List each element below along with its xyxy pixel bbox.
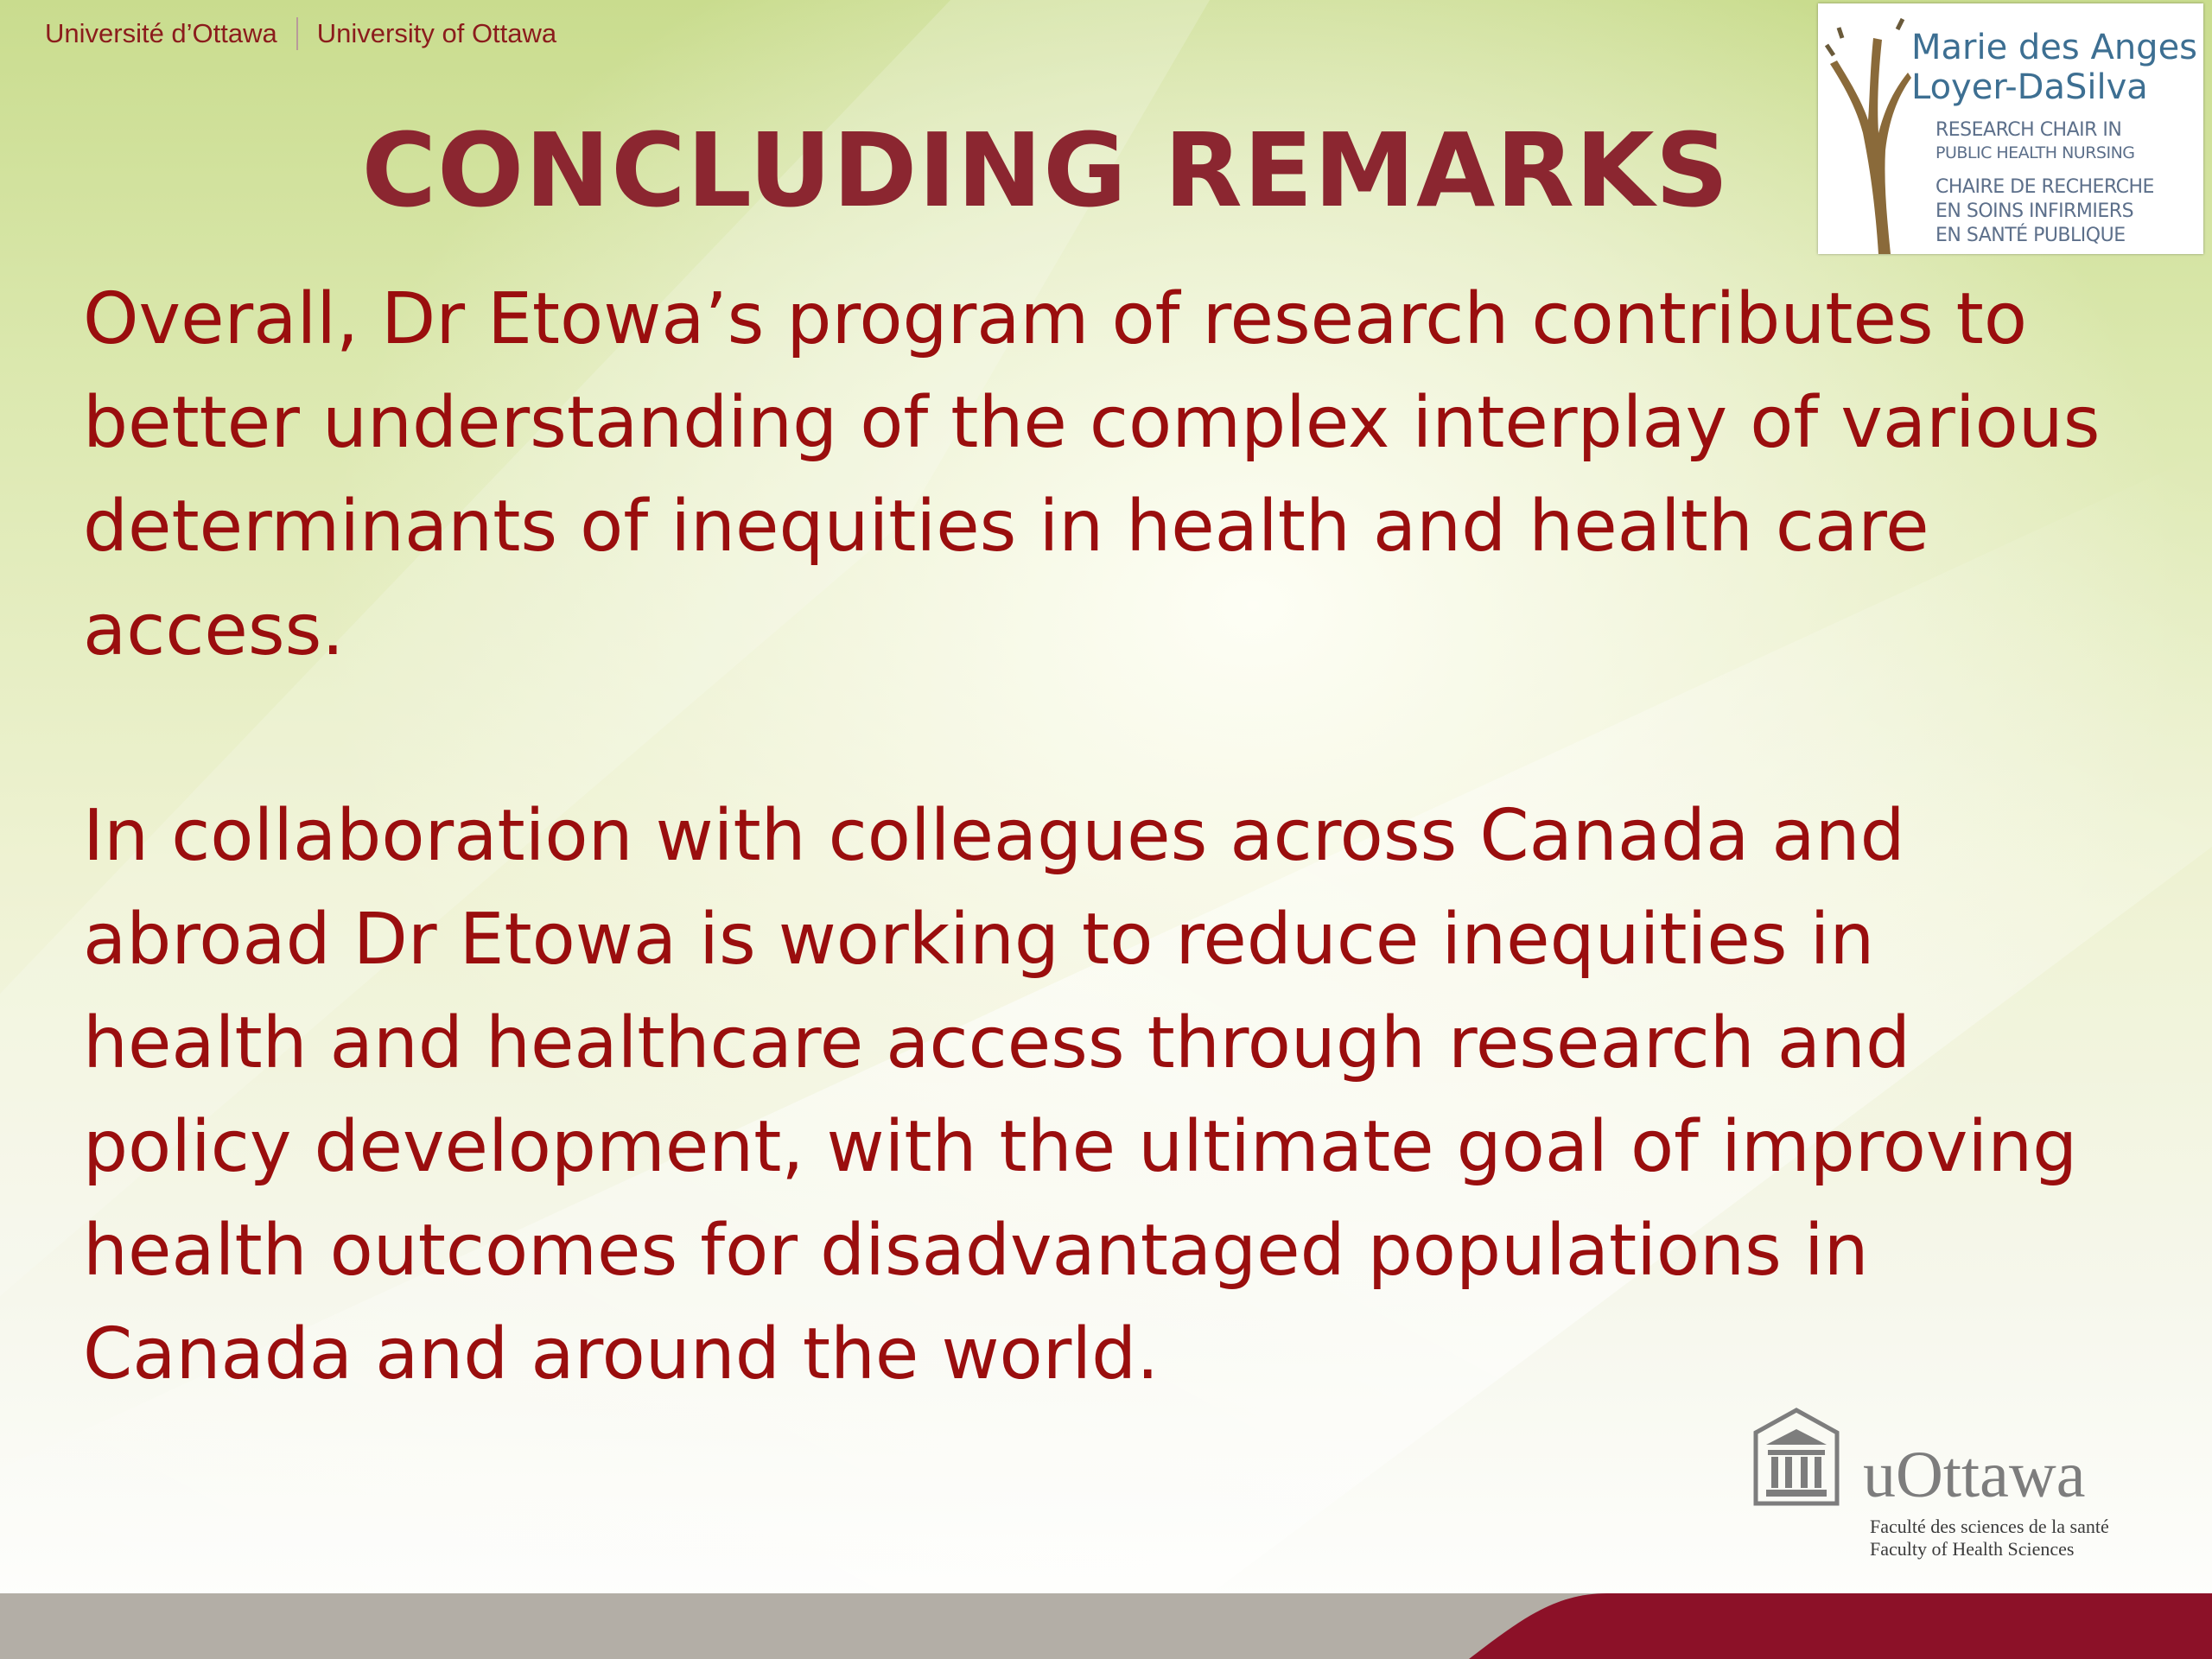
tree-icon	[1818, 3, 1913, 254]
chair-name-line1: Marie des Anges	[1911, 28, 2198, 67]
uottawa-wordmark: uOttawa	[1863, 1439, 2086, 1511]
chair-sub-line3: CHAIRE DE RECHERCHE	[1936, 176, 2154, 198]
paragraph-collaboration: In collaboration with colleagues across Canada and abroad Dr Etowa is working to reduce inequities in health and healthcare access through research and policy development, with the ultimate goal of improving health outcomes for disadvantaged populations in Canada and around the world.	[83, 795, 2078, 1395]
research-chair-logo	[1818, 3, 2203, 254]
university-name-fr: Université d’Ottawa	[45, 18, 277, 48]
faculty-name-fr: Faculté des sciences de la santé	[1870, 1516, 2109, 1537]
chair-sub-line1: RESEARCH CHAIR IN	[1936, 119, 2122, 141]
footer-band	[0, 1593, 2212, 1659]
header-divider	[296, 17, 298, 50]
university-name-en: University of Ottawa	[316, 18, 557, 48]
faculty-name-en: Faculty of Health Sciences	[1870, 1538, 2075, 1560]
chair-sub-line4: EN SOINS INFIRMIERS	[1936, 200, 2134, 222]
chair-sub-line2: PUBLIC HEALTH NURSING	[1936, 143, 2135, 162]
paragraph-overall: Overall, Dr Etowa’s program of research contributes to better understanding of the complex interplay of various determinants of inequities in health and health care access.	[83, 278, 2101, 671]
chair-sub-line5: EN SANTÉ PUBLIQUE	[1936, 225, 2126, 246]
university-header-logo	[45, 17, 556, 50]
building-icon	[1749, 1407, 1844, 1509]
chair-name-line2: Loyer-DaSilva	[1911, 67, 2148, 107]
slide-title: CONCLUDING REMARKS	[361, 111, 1730, 230]
uottawa-faculty-logo	[1749, 1407, 2198, 1571]
